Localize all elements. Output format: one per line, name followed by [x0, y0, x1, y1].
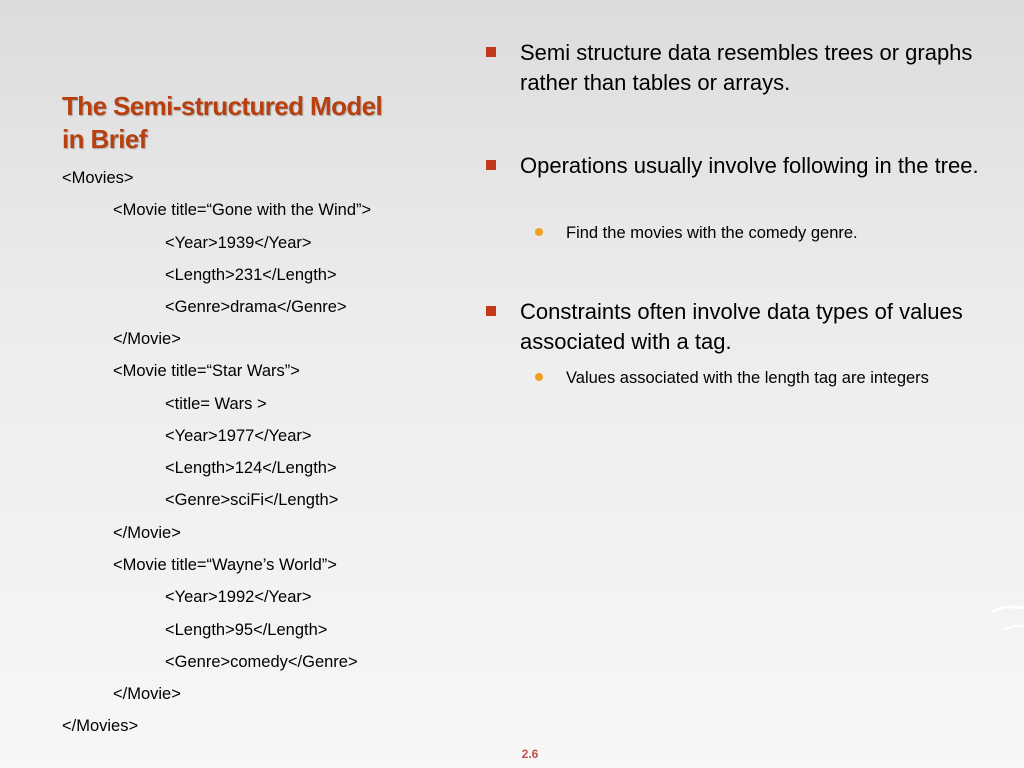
decorative-swoosh-icon	[990, 600, 1024, 640]
square-bullet-icon	[486, 306, 496, 316]
xml-line: <title= Wars >	[165, 395, 267, 413]
square-bullet-icon	[486, 47, 496, 57]
xml-line: <Length>231</Length>	[165, 266, 337, 284]
square-bullet-icon	[486, 160, 496, 170]
xml-line: <Genre>comedy</Genre>	[165, 653, 358, 671]
sub-bullet-text: Find the movies with the comedy genre.	[566, 224, 858, 242]
xml-line: <Movie title=“Star Wars”>	[113, 362, 300, 380]
xml-line: <Year>1992</Year>	[165, 588, 312, 606]
slide-title-line-2: in Brief	[62, 124, 147, 154]
sub-bullet-text: Values associated with the length tag are integers	[566, 369, 929, 387]
xml-line: </Movie>	[113, 685, 181, 703]
xml-line: <Genre>drama</Genre>	[165, 298, 347, 316]
xml-line: <Year>1939</Year>	[165, 234, 312, 252]
xml-line: <Genre>sciFi</Length>	[165, 491, 339, 509]
xml-line: </Movie>	[113, 330, 181, 348]
xml-line: </Movie>	[113, 524, 181, 542]
xml-line: </Movies>	[62, 717, 139, 735]
dot-bullet-icon	[535, 228, 543, 236]
xml-line: <Length>124</Length>	[165, 459, 337, 477]
bullet-text: Semi structure data resembles trees or graphs rather than tables or arrays.	[520, 40, 973, 95]
slide-title	[62, 90, 462, 156]
slide-title-line-1: The Semi-structured Model	[62, 91, 383, 121]
xml-line: <Movie title=“Gone with the Wind”>	[113, 201, 372, 219]
xml-line: <Movies>	[62, 169, 134, 187]
bullet-text: Operations usually involve following in the tree.	[520, 153, 979, 178]
bullet-text: Constraints often involve data types of values associated with a tag.	[520, 299, 963, 354]
xml-line: <Length>95</Length>	[165, 621, 328, 639]
dot-bullet-icon	[535, 373, 543, 381]
xml-line: <Year>1977</Year>	[165, 427, 312, 445]
page-number: 2.6	[521, 747, 539, 761]
xml-line: <Movie title=“Wayne’s World”>	[113, 556, 337, 574]
